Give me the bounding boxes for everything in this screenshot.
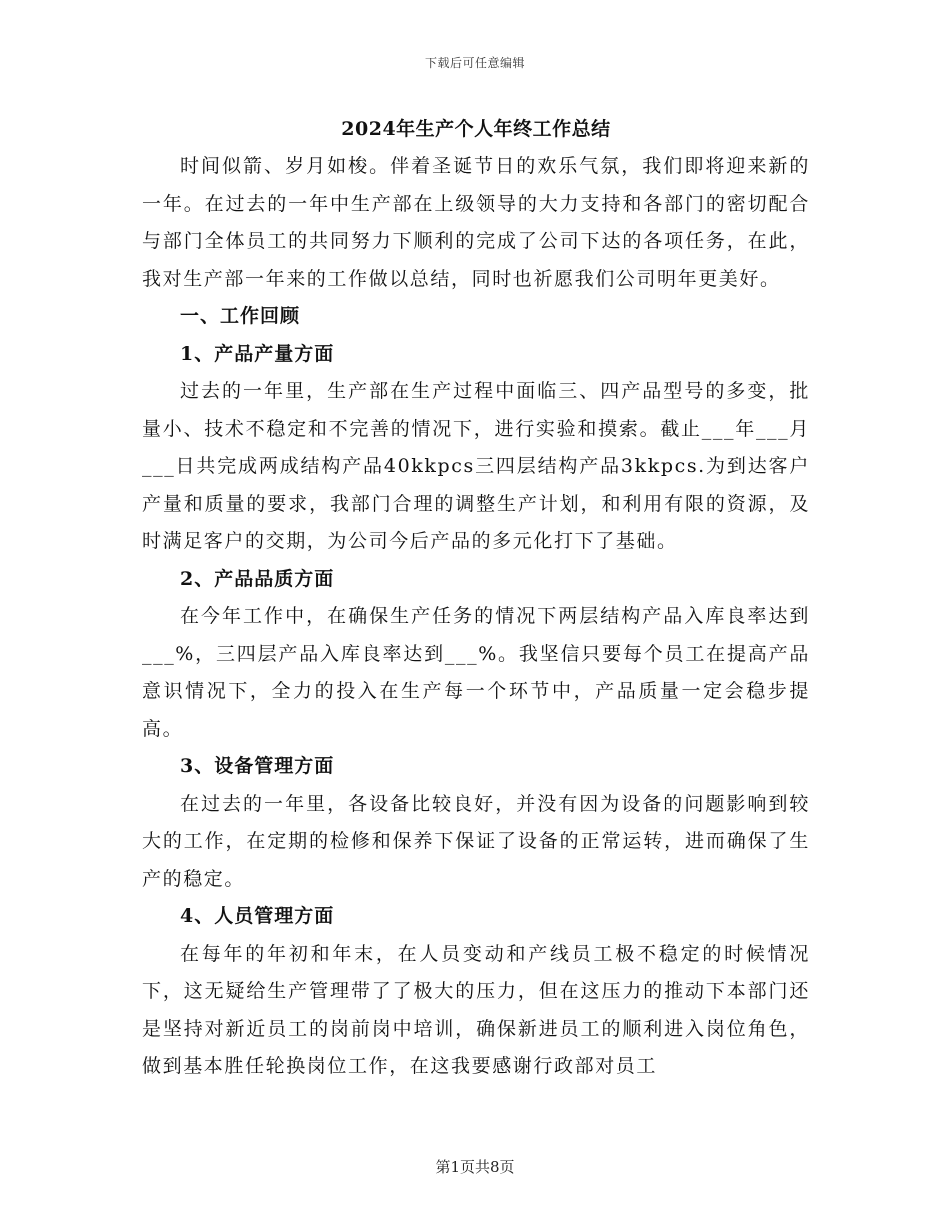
document-title: 2024年生产个人年终工作总结: [341, 118, 611, 140]
paragraph-product-quality: 在今年工作中，在确保生产任务的情况下两层结构产品入库良率达到___%，三四层产品入库良率达到___%。我坚信只要每个员工在提高产品意识情况下，全力的投入在生产每一个环节中，产品质量一定会稳步提高。: [142, 605, 810, 740]
paragraph-equipment-management: 在过去的一年里，各设备比较良好，并没有因为设备的问题影响到较大的工作，在定期的检修和保养下保证了设备的正常运转，进而确保了生产的稳定。: [142, 792, 810, 890]
paragraph-personnel-management: 在每年的年初和年末，在人员变动和产线员工极不稳定的时候情况下，这无疑给生产管理带了了极大的压力，但在这压力的推动下本部门还是坚持对新近员工的岗前岗中培训，确保新进员工的顺利进入岗位角色，做到基本胜任轮换岗位工作，在这我要感谢行政部对员工: [142, 942, 810, 1077]
paragraph-production-output: 过去的一年里，生产部在生产过程中面临三、四产品型号的多变，批量小、技术不稳定和不完善的情况下，进行实验和摸索。截止___年___月___日共完成两成结构产品40kkpcs三四层结构产品3kkpcs.为到达客户产量和质量的要求，我部门合理的调整生产计划，和利用有限的资源，及时满足客户的交期，为公司今后产品的多元化打下了基础。: [142, 380, 810, 552]
header-note: 下载后可任意编辑: [424, 56, 525, 70]
subheading-production-output: 1、产品产量方面: [180, 342, 335, 365]
intro-paragraph: 时间似箭、岁月如梭。伴着圣诞节日的欢乐气氛，我们即将迎来新的一年。在过去的一年中生产部在上级领导的大力支持和各部门的密切配合与部门全体员工的共同努力下顺利的完成了公司下达的各项任务，在此，我对生产部一年来的工作做以总结，同时也祈愿我们公司明年更美好。: [142, 155, 810, 290]
document-body: [142, 112, 810, 1086]
subheading-equipment-management: 3、设备管理方面: [180, 755, 335, 777]
subheading-product-quality: 2、产品品质方面: [180, 567, 335, 590]
page-number-footer: 第1页共8页: [435, 1158, 515, 1176]
section-heading-work-review: 一、工作回顾: [180, 305, 301, 327]
subheading-personnel-management: 4、人员管理方面: [180, 905, 335, 927]
